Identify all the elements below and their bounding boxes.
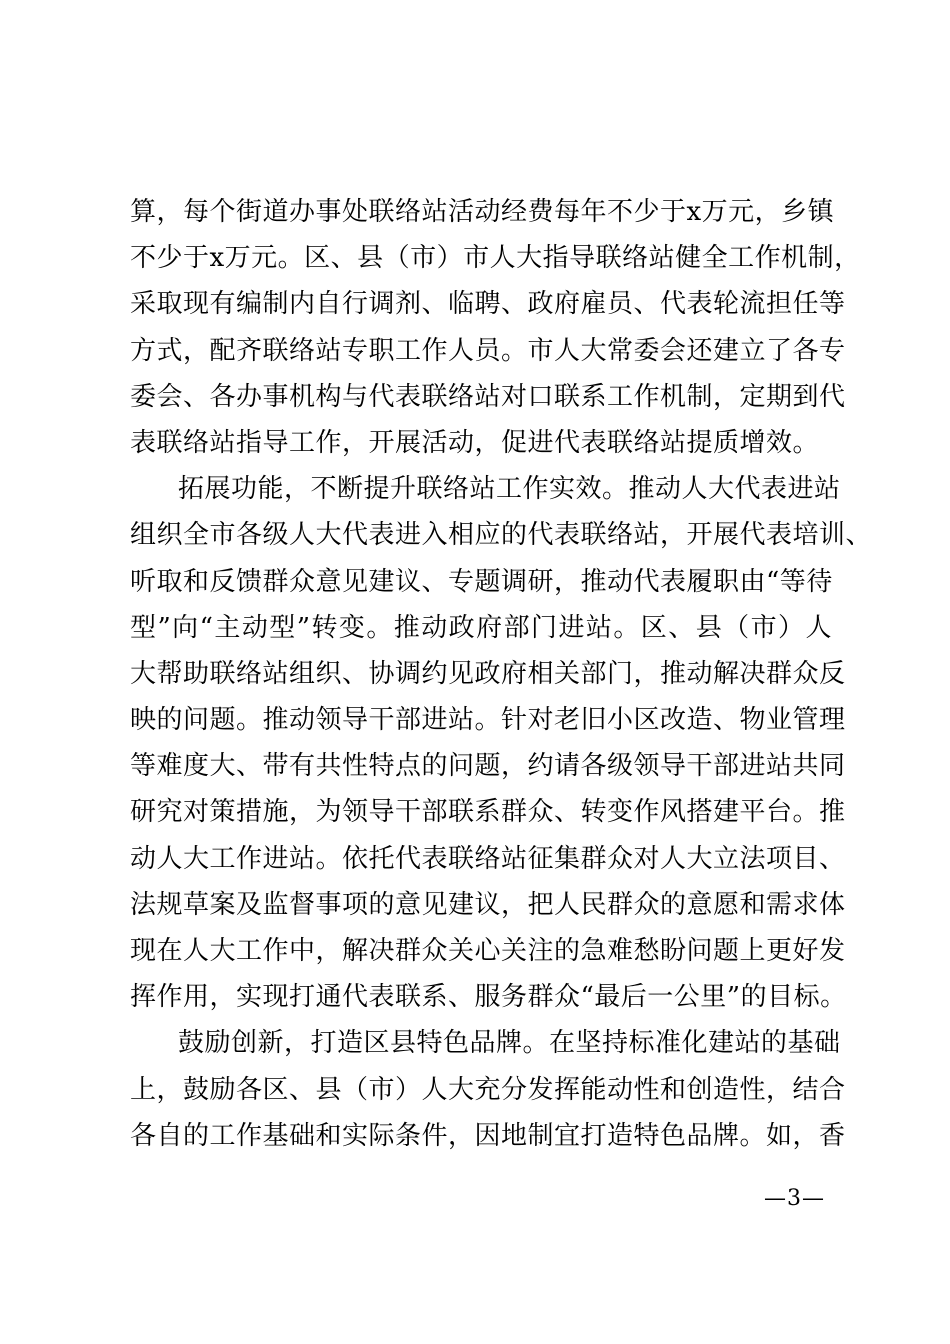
text-line: 研究对策措施，为领导干部联系群众、转变作风搭建平台。推 (130, 797, 846, 828)
text-line: 现在人大工作中，解决群众关心关注的急难愁盼问题上更好发 (130, 936, 846, 966)
text-line: 采取现有编制内自行调剂、临聘、政府雇员、代表轮流担任等 (130, 289, 846, 320)
text-line: 各自的工作基础和实际条件，因地制宜打造特色品牌。如，香 (130, 1120, 846, 1151)
page-number: —3— (764, 1186, 825, 1211)
text-line: 组织全市各级人大代表进入相应的代表联络站，开展代表培训、 (130, 520, 873, 551)
text-line: 法规草案及监督事项的意见建议，把人民群众的意愿和需求体 (130, 889, 846, 920)
paragraph-1 (130, 189, 861, 466)
text-line: 大帮助联络站组织、协调约见政府相关部门，推动解决群众反 (130, 658, 846, 689)
text-line: 等难度大、带有共性特点的问题，约请各级领导干部进站共同 (130, 751, 846, 782)
text-line: 型”向“主动型”转变。推动政府部门进站。区、县（市）人 (130, 612, 832, 643)
text-line: 表联络站指导工作，开展活动，促进代表联络站提质增效。 (130, 427, 820, 458)
text-line: 方式，配齐联络站专职工作人员。市人大常委会还建立了各专 (130, 335, 846, 366)
text-line: 映的问题。推动领导干部进站。针对老旧小区改造、物业管理 (130, 705, 846, 736)
text-line: 不少于x万元。区、县（市）市人大指导联络站健全工作机制， (130, 243, 861, 274)
document-body (130, 189, 873, 1159)
text-line: 算，每个街道办事处联络站活动经费每年不少于x万元，乡镇 (130, 197, 835, 227)
text-line: 拓展功能，不断提升联络站工作实效。推动人大代表进站 (178, 474, 841, 505)
text-line: 鼓励创新，打造区县特色品牌。在坚持标准化建站的基础 (178, 1028, 841, 1059)
text-line: 听取和反馈群众意见建议、专题调研，推动代表履职由“等待 (130, 566, 833, 597)
text-line: 上，鼓励各区、县（市）人大充分发挥能动性和创造性，结合 (130, 1074, 846, 1105)
text-line: 委会、各办事机构与代表联络站对口联系工作机制，定期到代 (130, 381, 846, 412)
paragraph-3 (130, 1020, 846, 1159)
paragraph-2 (130, 466, 873, 1020)
text-line: 动人大工作进站。依托代表联络站征集群众对人大立法项目、 (130, 843, 846, 874)
text-line: 挥作用，实现打通代表联系、服务群众“最后一公里”的目标。 (130, 982, 847, 1013)
